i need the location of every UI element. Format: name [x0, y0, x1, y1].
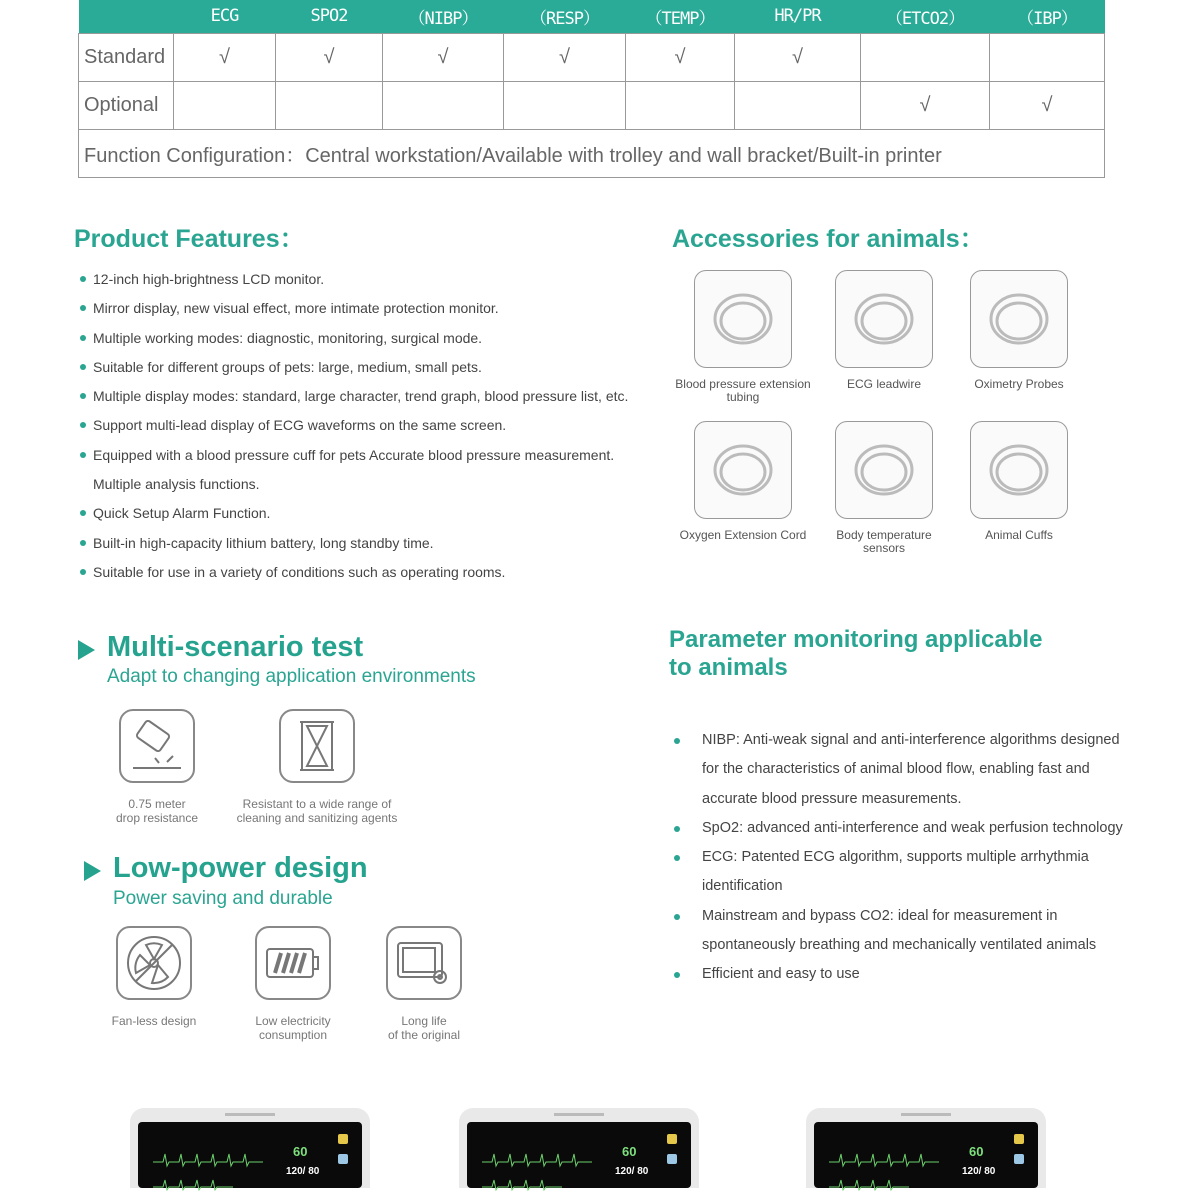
monitor-screen [138, 1122, 362, 1188]
drop-icon [119, 709, 195, 783]
params-title-line: Parameter monitoring applicable [669, 626, 1043, 653]
feature-item: Built-in high-capacity lithium battery, long standby time. [80, 530, 628, 559]
param-item: Efficient and easy to use [670, 960, 1123, 989]
low-power-subtitle: Power saving and durable [113, 888, 333, 909]
accessory-item [835, 421, 933, 555]
accessory-label: Oxygen Extension Cord [679, 528, 807, 542]
ecg-waveform [829, 1142, 949, 1192]
table-row [79, 81, 1105, 129]
battery-icon [255, 926, 331, 1000]
feature-label: Fan-less design [111, 1014, 197, 1028]
check-cell: √ [174, 33, 276, 81]
heart-rate-value: 60 [969, 1144, 984, 1159]
feature-item: 12-inch high-brightness LCD monitor. [80, 266, 628, 295]
check-cell [383, 81, 504, 129]
accessory-label: Blood pressure extension tubing [675, 377, 811, 404]
param-item: spontaneously breathing and mechanically ventilated animals [702, 937, 1097, 954]
param-item: SpO2: advanced anti-interference and weak perfusion technology [670, 814, 1123, 843]
patient-monitor-image [130, 1108, 370, 1188]
check-cell [990, 33, 1105, 81]
check-cell [626, 81, 735, 129]
check-cell: √ [626, 33, 735, 81]
table-header-row [79, 0, 1105, 33]
monitor-button [1014, 1154, 1024, 1164]
monitor-handle [901, 1113, 951, 1116]
feature-item: Multiple display modes: standard, large character, trend graph, blood pressure list, etc. [80, 383, 628, 412]
accessory-image [970, 421, 1068, 519]
param-item: ECG: Patented ECG algorithm, supports multiple arrhythmia [670, 843, 1123, 872]
feature-label: Long life [401, 1014, 447, 1028]
monitor-screen [467, 1122, 691, 1188]
patient-monitor-image [459, 1108, 699, 1188]
features-title: Product Features： [74, 225, 305, 253]
header-cell [79, 0, 174, 33]
check-cell: √ [861, 81, 990, 129]
feature-item: Multiple working modes: diagnostic, monitoring, surgical mode. [80, 325, 628, 354]
check-cell: √ [383, 33, 504, 81]
params-title [669, 626, 1042, 682]
monitor-button [667, 1154, 677, 1164]
accessories-title: Accessories for animals： [672, 225, 985, 253]
accessory-label: Body temperature sensors [836, 528, 932, 555]
feature-item: Multiple analysis functions. [93, 476, 260, 493]
header-cell: （ETCO2） [861, 0, 990, 33]
header-cell: ECG [174, 0, 276, 33]
low-power-title: Low-power design [113, 852, 368, 884]
header-cell: （IBP） [990, 0, 1105, 33]
blood-pressure-value: 120/ 80 [962, 1166, 996, 1177]
feature-label: of the original [387, 1028, 461, 1042]
feature-cleaning-resistance [232, 709, 402, 825]
accessory-label: ECG leadwire [846, 377, 922, 391]
function-configuration: Function Configuration：Central workstation/Available with trolley and wall bracket/Built-in printer [79, 129, 1105, 177]
parameter-config-table [78, 0, 1105, 178]
monitor-handle [225, 1113, 275, 1116]
param-item: accurate blood pressure measurements. [702, 790, 962, 807]
heart-rate-value: 60 [622, 1144, 637, 1159]
param-item: for the characteristics of animal blood flow, enabling fast and [702, 761, 1090, 778]
feature-item: Suitable for different groups of pets: large, medium, small pets. [80, 354, 628, 383]
table-row [79, 129, 1105, 177]
check-cell [174, 81, 276, 129]
monitor-gear-icon [386, 926, 462, 1000]
triangle-icon [78, 640, 95, 660]
check-cell [735, 81, 861, 129]
params-title-line: to animals [669, 654, 788, 681]
check-cell: √ [990, 81, 1105, 129]
check-cell: √ [735, 33, 861, 81]
params-list [670, 726, 1123, 990]
ecg-waveform [153, 1142, 273, 1192]
feature-item: Support multi-lead display of ECG waveforms on the same screen. [80, 412, 628, 441]
feature-label: drop resistance [115, 811, 199, 825]
header-cell: （TEMP） [626, 0, 735, 33]
accessory-item [679, 421, 807, 542]
monitor-screen [814, 1122, 1038, 1188]
feature-item: Equipped with a blood pressure cuff for pets Accurate blood pressure measurement. [80, 442, 628, 471]
check-cell [504, 81, 626, 129]
header-cell: （NIBP） [383, 0, 504, 33]
accessory-image [694, 421, 792, 519]
monitor-button [338, 1134, 348, 1144]
feature-item: Suitable for use in a variety of conditions such as operating rooms. [80, 559, 628, 588]
check-cell: √ [504, 33, 626, 81]
feature-label: consumption [258, 1028, 328, 1042]
header-cell: SPO2 [276, 0, 383, 33]
feature-item: Quick Setup Alarm Function. [80, 500, 628, 529]
header-cell: HR/PR [735, 0, 861, 33]
triangle-icon [84, 861, 101, 881]
check-cell: √ [276, 33, 383, 81]
feature-long-life [339, 926, 509, 1042]
feature-item: Mirror display, new visual effect, more intimate protection monitor. [80, 295, 628, 324]
header-cell: （RESP） [504, 0, 626, 33]
accessory-item [970, 421, 1068, 542]
feature-label: 0.75 meter [128, 797, 186, 811]
monitor-button [338, 1154, 348, 1164]
hourglass-icon [279, 709, 355, 783]
feature-label: Resistant to a wide range of [242, 797, 392, 811]
check-cell [861, 33, 990, 81]
ecg-waveform [482, 1142, 602, 1192]
check-cell [276, 81, 383, 129]
param-item: Mainstream and bypass CO2: ideal for measurement in [670, 902, 1123, 931]
accessory-label: Animal Cuffs [985, 528, 1053, 542]
multi-scenario-subtitle: Adapt to changing application environments [107, 666, 476, 687]
monitor-button [667, 1134, 677, 1144]
patient-monitor-image [806, 1108, 1046, 1188]
accessory-item [835, 270, 933, 391]
blood-pressure-value: 120/ 80 [615, 1166, 649, 1177]
param-item: identification [702, 878, 783, 895]
accessory-image [970, 270, 1068, 368]
table-row [79, 33, 1105, 81]
feature-label: Low electricity [255, 1014, 331, 1028]
features-list [80, 266, 628, 588]
blood-pressure-value: 120/ 80 [286, 1166, 320, 1177]
param-item: NIBP: Anti-weak signal and anti-interference algorithms designed [670, 726, 1123, 755]
accessory-image [835, 421, 933, 519]
multi-scenario-title: Multi-scenario test [107, 631, 364, 663]
accessory-image [694, 270, 792, 368]
accessory-item [970, 270, 1068, 391]
row-label: Standard [79, 33, 174, 81]
row-label: Optional [79, 81, 174, 129]
heart-rate-value: 60 [293, 1144, 308, 1159]
feature-label: cleaning and sanitizing agents [236, 811, 398, 825]
accessory-label: Oximetry Probes [974, 377, 1064, 391]
accessory-item [675, 270, 811, 404]
monitor-button [1014, 1134, 1024, 1144]
no-fan-icon [116, 926, 192, 1000]
accessory-image [835, 270, 933, 368]
feature-drop-resistance [72, 709, 242, 825]
monitor-handle [554, 1113, 604, 1116]
